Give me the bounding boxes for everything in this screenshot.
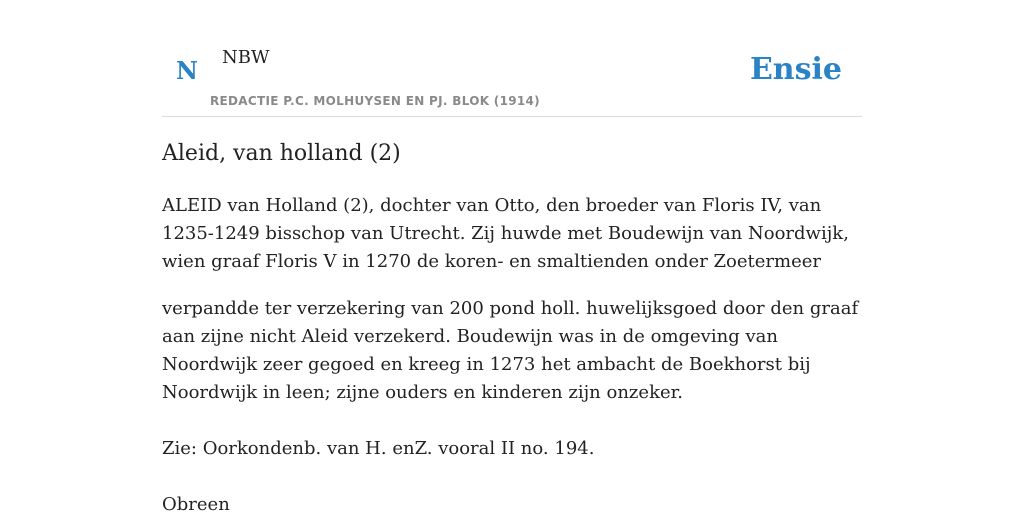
source-title[interactable]: NBW — [222, 47, 270, 68]
article-paragraph: verpandde ter verzekering van 200 pond holl. huwelijksgoed door den graaf aan zijne nicht Aleid verzekerd. Boudewijn was in de omgeving van Noordwijk zeer gegoed en kreeg in 1273 het ambacht de Boekhorst bij Noordwijk in leen; zijne ouders en kinderen zijn onzeker. — [162, 298, 859, 403]
article-author: Obreen — [162, 494, 230, 512]
article-reference: Zie: Oorkondenb. van H. enZ. vooral II no. 194. — [162, 438, 595, 459]
article-paragraph: ALEID van Holland (2), dochter van Otto, den broeder van Floris IV, van 1235-1249 bisschop van Utrecht. Zij huwde met Boudewijn van Noordwijk, wien graaf Floris V in 1270 de koren- en smaltienden onder Zoetermeer — [162, 195, 849, 272]
article-title: Aleid, van holland (2) — [162, 141, 401, 166]
source-logo[interactable]: N — [176, 56, 198, 85]
page-header — [162, 0, 862, 117]
brand-logo[interactable]: Ensie — [749, 52, 842, 87]
source-subtitle: REDACTIE P.C. MOLHUYSEN EN PJ. BLOK (1914) — [210, 94, 540, 108]
